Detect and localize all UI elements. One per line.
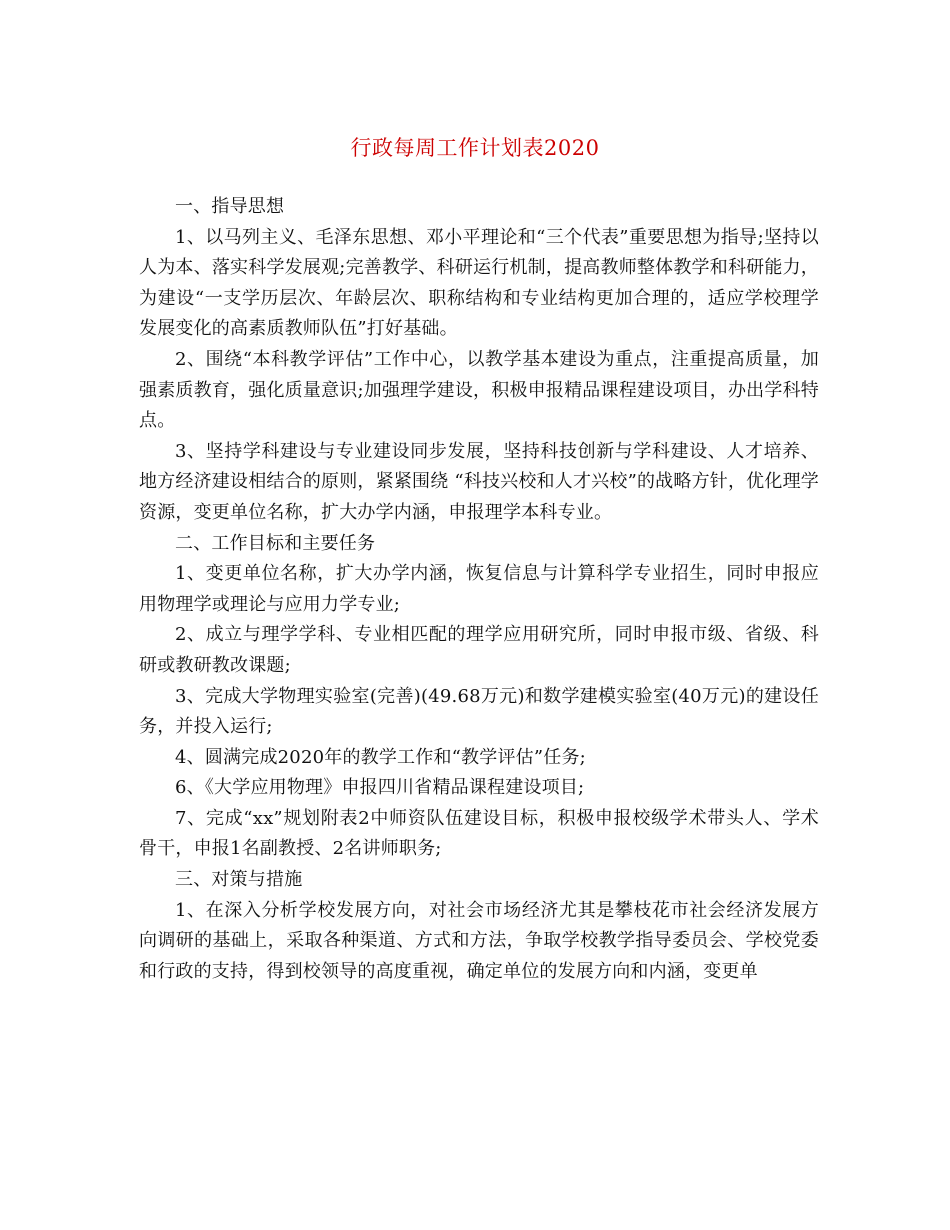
document-body [139, 192, 819, 987]
paragraph: 4、圆满完成2020年的教学工作和“教学评估”任务; [175, 746, 586, 768]
section-heading-goals-tasks: 二、工作目标和主要任务 [175, 532, 376, 554]
paragraph: 3、坚持学科建设与专业建设同步发展，坚持科技创新与学科建设、人才培养、地方经济建设相结合的原则，紧紧围绕 “科技兴校和人才兴校”的战略方针，优化理学资源，变更单位名称，扩大办学内涵，申报理学本科专业。 [139, 440, 819, 523]
paragraph: 3、完成大学物理实验室(完善)(49.68万元)和数学建模实验室(40万元)的建设任务，并投入运行; [139, 685, 819, 738]
section-heading-measures: 三、对策与措施 [175, 869, 303, 891]
section-heading-guiding-ideology: 一、指导思想 [175, 196, 285, 217]
paragraph: 1、以马列主义、毛泽东思想、邓小平理论和“三个代表”重要思想为指导;坚持以人为本、落实科学发展观;完善教学、科研运行机制，提高教师整体教学和科研能力，为建设“一支学历层次、年龄层次、职称结构和专业结构更加合理的，适应学校理学发展变化的高素质教师队伍”打好基础。 [139, 226, 819, 340]
paragraph: 2、成立与理学学科、专业相匹配的理学应用研究所，同时申报市级、省级、科研或教研教改课题; [139, 624, 819, 676]
paragraph: 1、变更单位名称，扩大办学内涵，恢复信息与计算科学专业招生，同时申报应用物理学或理论与应用力学专业; [139, 563, 819, 615]
paragraph: 7、完成“xx”规划附表2中师资队伍建设目标，积极申报校级学术带头人、学术骨干，申报1名副教授、2名讲师职务; [139, 807, 819, 860]
paragraph: 6、《大学应用物理》申报四川省精品课程建设项目; [175, 777, 585, 799]
paragraph: 2、围绕“本科教学评估”工作中心，以教学基本建设为重点，注重提高质量，加强素质教育，强化质量意识;加强理学建设，积极申报精品课程建设项目，办出学科特点。 [139, 348, 819, 432]
document-title: 行政每周工作计划表2020 [350, 136, 600, 161]
paragraph: 1、在深入分析学校发展方向，对社会市场经济尤其是攀枝花市社会经济发展方向调研的基础上，采取各种渠道、方式和方法，争取学校教学指导委员会、学校党委和行政的支持，得到校领导的高度重视，确定单位的发展方向和内涵，变更单 [139, 899, 819, 982]
